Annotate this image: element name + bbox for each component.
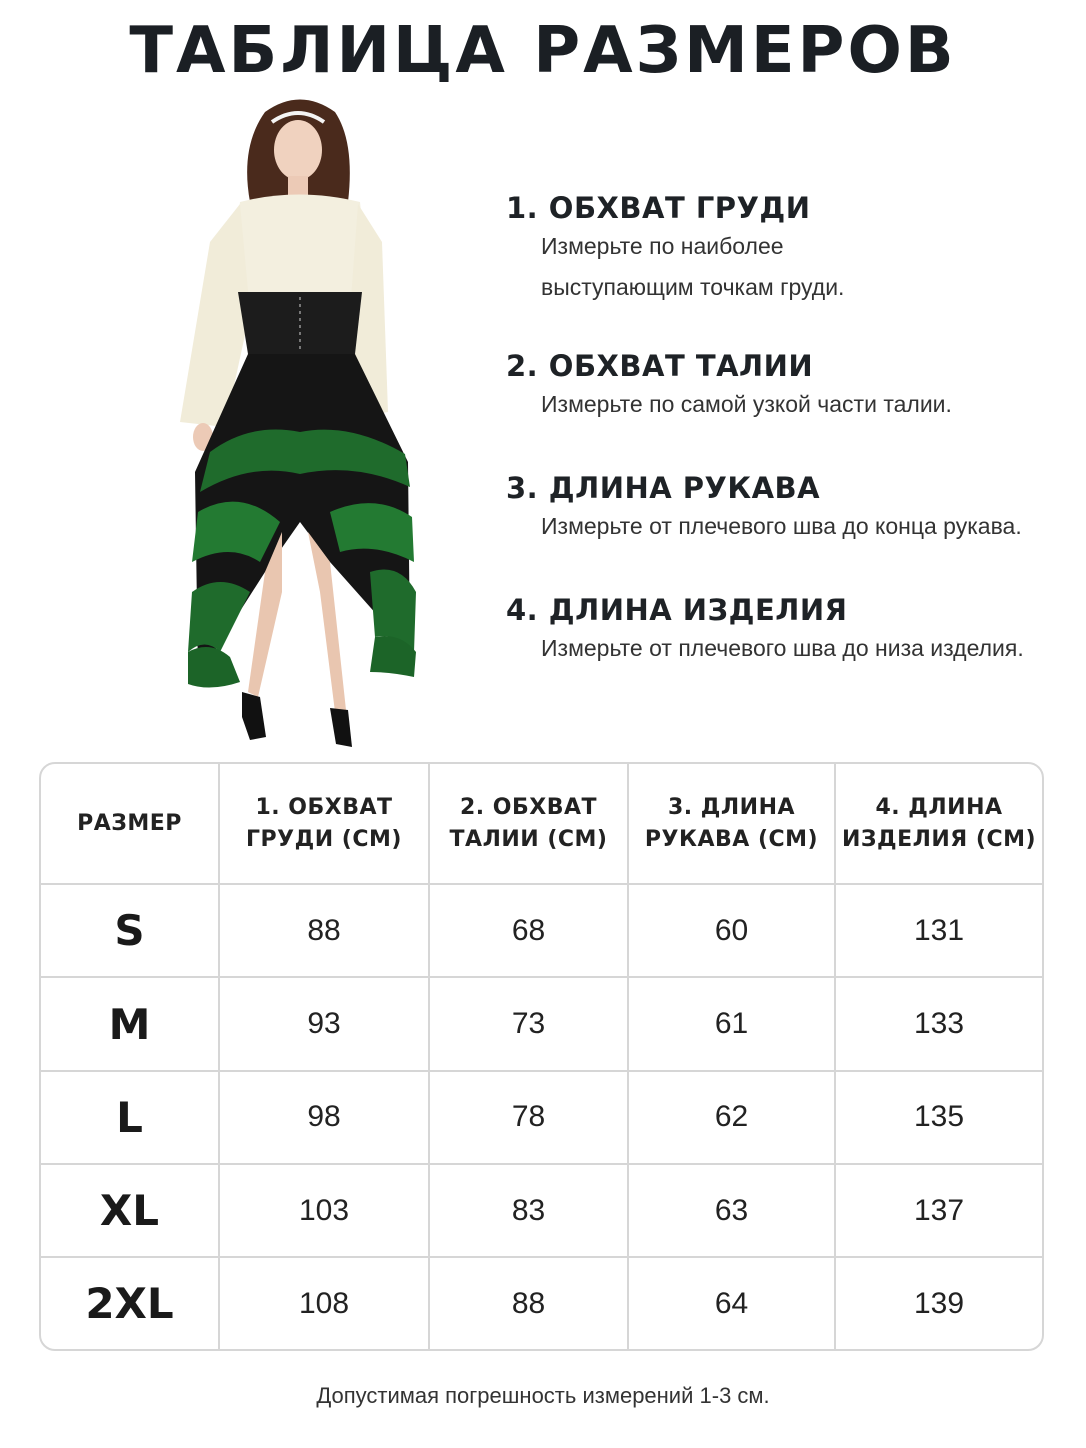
- header-sleeve: 3. ДЛИНА РУКАВА (СМ): [628, 764, 835, 884]
- measure-title: 3. ДЛИНА РУКАВА: [506, 471, 821, 505]
- table-cell: 93: [219, 977, 429, 1070]
- table-cell: 135: [835, 1071, 1042, 1164]
- table-cell: 88: [219, 884, 429, 977]
- table-cell: 78: [429, 1071, 628, 1164]
- measure-desc: Измерьте по наиболее: [541, 233, 784, 259]
- table-cell: 103: [219, 1164, 429, 1257]
- table-cell: 98: [219, 1071, 429, 1164]
- tolerance-note: Допустимая погрешность измерений 1-3 см.: [316, 1383, 770, 1408]
- size-cell: XL: [41, 1164, 219, 1257]
- header-waist: 2. ОБХВАТ ТАЛИИ (СМ): [429, 764, 628, 884]
- table-cell: 131: [835, 884, 1042, 977]
- table-cell: 60: [628, 884, 835, 977]
- measure-title: 4. ДЛИНА ИЗДЕЛИЯ: [506, 593, 848, 627]
- blouse: [230, 195, 370, 308]
- size-cell: S: [41, 884, 219, 977]
- header-size: РАЗМЕР: [41, 764, 219, 884]
- face: [274, 120, 322, 180]
- table-cell: 108: [219, 1257, 429, 1349]
- table-cell: 61: [628, 977, 835, 1070]
- table-header-row: [41, 764, 1042, 884]
- size-cell: M: [41, 977, 219, 1070]
- table-cell: 137: [835, 1164, 1042, 1257]
- table-cell: 83: [429, 1164, 628, 1257]
- measure-desc: Измерьте по самой узкой части талии.: [541, 391, 952, 417]
- table-cell: 63: [628, 1164, 835, 1257]
- page-title: ТАБЛИЦА РАЗМЕРОВ: [129, 14, 957, 88]
- table-cell: 133: [835, 977, 1042, 1070]
- right-shoe: [330, 708, 352, 747]
- size-cell: L: [41, 1071, 219, 1164]
- measure-desc: Измерьте от плечевого шва до конца рукава.: [541, 513, 1022, 539]
- size-table: [39, 762, 1044, 1351]
- table-row: [41, 977, 1042, 1070]
- header-chest: 1. ОБХВАТ ГРУДИ (СМ): [219, 764, 429, 884]
- size-cell: 2XL: [41, 1257, 219, 1349]
- table-row: [41, 884, 1042, 977]
- table-cell: 68: [429, 884, 628, 977]
- table-row: [41, 1257, 1042, 1349]
- left-shoe: [242, 692, 266, 740]
- measure-sleeve: [506, 470, 1066, 547]
- measure-waist: [506, 348, 1066, 425]
- table-cell: 73: [429, 977, 628, 1070]
- table-cell: 139: [913, 1286, 965, 1320]
- table-row: [41, 1071, 1042, 1164]
- measure-length: [506, 592, 1066, 669]
- measure-title: 2. ОБХВАТ ТАЛИИ: [506, 349, 814, 383]
- corset: [238, 292, 362, 354]
- header-length: 4. ДЛИНА ИЗДЕЛИЯ (СМ): [835, 764, 1042, 884]
- model-photo: [170, 92, 440, 752]
- table-cell: 88: [429, 1257, 628, 1349]
- measure-desc: выступающим точкам груди.: [541, 274, 845, 300]
- measure-desc: Измерьте от плечевого шва до низа изделия.: [541, 635, 1024, 661]
- table-cell: 62: [628, 1071, 835, 1164]
- measurement-instructions: [506, 190, 1066, 669]
- ruffle-hem: [188, 647, 240, 688]
- table-cell: 64: [628, 1257, 835, 1349]
- measure-title: 1. ОБХВАТ ГРУДИ: [506, 191, 811, 225]
- ruffle-low: [188, 582, 250, 652]
- table-row: [41, 1164, 1042, 1257]
- measure-chest: [506, 190, 1066, 308]
